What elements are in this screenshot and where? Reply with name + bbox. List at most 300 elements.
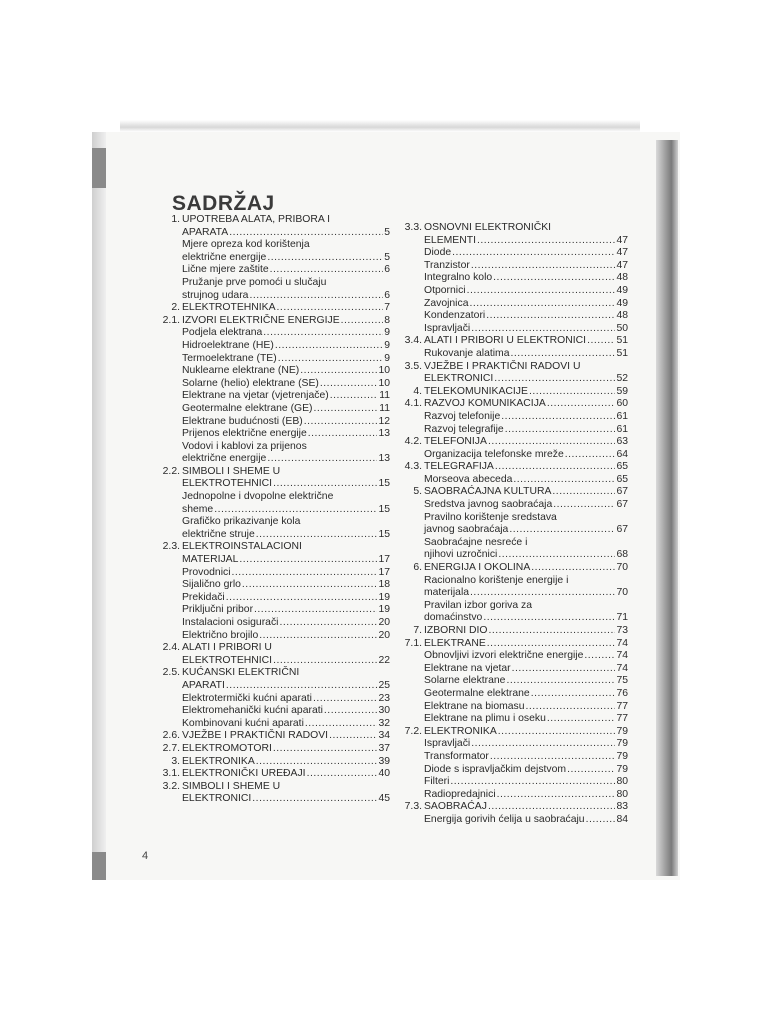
toc-entry-page: 80	[616, 788, 628, 800]
toc-entry-page: 65	[616, 461, 628, 473]
toc-leader-dots	[487, 638, 616, 651]
toc-entry-title: električne energije	[182, 251, 267, 263]
toc-entry-page: 74	[616, 662, 628, 674]
toc-entry-title: ELEKTRONIČKI UREĐAJI	[182, 768, 306, 780]
toc-entry	[392, 499, 628, 512]
toc-leader-dots	[510, 348, 615, 361]
toc-entry-title: Elektrane na vjetar (vjetrenjače)	[182, 390, 329, 402]
toc-entry-title: Elektrotermički kućni aparati	[182, 692, 312, 704]
toc-entry-title: Otpornici	[424, 284, 466, 296]
toc-entry-page: 47	[616, 259, 628, 271]
toc-entry	[392, 398, 628, 411]
toc-entry-title: njihovi uzročnici	[424, 549, 498, 561]
toc-entry-number	[392, 713, 424, 726]
toc-entry	[392, 587, 628, 600]
toc-entry-page: 6	[384, 289, 390, 301]
toc-leader-dots	[501, 411, 615, 424]
toc-entry-number	[392, 411, 424, 424]
toc-entry-number	[392, 260, 424, 273]
toc-entry-page: 19	[378, 604, 390, 616]
toc-entry-page: 40	[378, 768, 390, 780]
toc-leader-dots	[277, 302, 384, 315]
toc-leader-dots	[498, 726, 616, 739]
toc-entry	[392, 751, 628, 764]
toc-entry-number	[150, 340, 182, 353]
toc-entry-page: 17	[378, 554, 390, 566]
toc-leader-dots	[489, 625, 616, 638]
toc-leader-dots	[547, 713, 616, 726]
toc-entry-title: Vodovi i kablovi za prijenos	[182, 440, 307, 452]
toc-leader-dots	[488, 436, 616, 449]
toc-leader-dots	[488, 801, 616, 814]
toc-entry-number	[150, 416, 182, 429]
toc-entry-title: SIMBOLI I SHEME U	[182, 780, 281, 792]
toc-entry-title: Rukovanje alatima	[424, 347, 510, 359]
toc-entry-page: 15	[378, 478, 390, 490]
toc-entry-title: Podjela elektrana	[182, 327, 263, 339]
toc-entry-page: 73	[616, 625, 628, 636]
toc-entry-number: 3.4.	[404, 335, 422, 347]
toc-entry-title: Energija gorivih ćelija u saobraćaju	[424, 813, 585, 825]
toc-leader-dots	[278, 353, 384, 366]
toc-entry-page: 74	[616, 650, 628, 662]
toc-entry-number	[392, 600, 424, 613]
toc-entry-title: ELEKTRONICI	[424, 373, 494, 385]
toc-entry-page: 49	[616, 284, 628, 296]
toc-entry-number	[150, 491, 182, 504]
toc-entry-title: TELEFONIJA	[424, 436, 487, 448]
toc-leader-dots	[512, 663, 616, 676]
toc-entry-number	[392, 575, 424, 588]
toc-entry-title: RAZVOJ KOMUNIKACIJA	[424, 398, 546, 410]
toc-entry-title: Racionalno korištenje energije i	[424, 574, 569, 586]
toc-entry-page: 61	[616, 423, 628, 435]
toc-entry-page: 5	[384, 251, 390, 263]
toc-entry-title: sheme	[182, 503, 214, 515]
toc-leader-dots	[471, 260, 616, 273]
toc-entry-page: 48	[616, 272, 628, 284]
toc-entry-page: 13	[378, 428, 390, 440]
toc-entry-number	[392, 323, 424, 336]
toc-entry	[150, 239, 390, 252]
toc-leader-dots	[567, 764, 615, 777]
toc-entry-number: 2.	[171, 302, 180, 314]
toc-entry	[392, 461, 628, 474]
toc-leader-dots	[553, 499, 615, 512]
toc-entry	[150, 403, 390, 416]
toc-entry	[392, 549, 628, 562]
toc-entry-title: Geotermalne elektrane (GE)	[182, 402, 313, 414]
toc-entry	[150, 340, 390, 353]
toc-entry-number	[150, 554, 182, 567]
toc-entry-page: 5	[384, 226, 390, 238]
toc-entry-page: 45	[378, 793, 390, 805]
toc-entry	[150, 290, 390, 303]
toc-leader-dots	[469, 298, 615, 311]
toc-entry-page: 15	[378, 503, 390, 515]
toc-entry-number	[392, 776, 424, 789]
toc-entry-number: 3.	[171, 755, 180, 767]
toc-entry-number	[150, 529, 182, 542]
toc-leader-dots	[263, 327, 383, 340]
toc-entry-title: električne energije	[182, 453, 267, 465]
toc-leader-dots	[226, 680, 378, 693]
toc-entry-page: 61	[616, 410, 628, 422]
toc-entry-title: Organizacija telefonske mreže	[424, 448, 564, 460]
toc-entry-page: 10	[378, 377, 390, 389]
toc-entry-title: Kombinovani kućni aparati	[182, 717, 304, 729]
toc-entry-title: ELEKTROINSTALACIONI	[182, 541, 302, 553]
toc-entry	[150, 516, 390, 529]
toc-entry-title: Termoelektrane (TE)	[182, 352, 277, 364]
toc-entry-page: 79	[616, 763, 628, 775]
toc-right-column	[392, 222, 628, 827]
toc-entry	[392, 801, 628, 814]
toc-entry	[392, 789, 628, 802]
toc-entry-number	[150, 428, 182, 441]
toc-entry-title: Elektrane na plimu i oseku	[424, 713, 546, 725]
toc-leader-dots	[239, 554, 377, 567]
toc-entry-number	[392, 348, 424, 361]
toc-entry-page: 59	[616, 385, 628, 397]
toc-entry	[150, 705, 390, 718]
toc-entry-title: Hidroelektrane (HE)	[182, 339, 274, 351]
toc-entry-number: 4.3.	[404, 461, 422, 473]
toc-entry-title: Elektrane na biomasu	[424, 700, 525, 712]
toc-entry-page: 22	[378, 654, 390, 666]
toc-entry-number	[150, 693, 182, 706]
toc-entry-title: Diode s ispravljačkim dejstvom	[424, 763, 567, 775]
toc-entry-number: 3.2.	[162, 780, 180, 792]
toc-entry	[392, 323, 628, 336]
toc-leader-dots	[300, 365, 377, 378]
toc-entry-title: TELEKOMUNIKACIJE	[424, 385, 528, 397]
toc-leader-dots	[273, 478, 377, 491]
toc-entry-number	[392, 272, 424, 285]
toc-entry	[150, 579, 390, 592]
toc-entry-number: 1.	[171, 214, 180, 225]
toc-leader-dots	[450, 776, 615, 789]
toc-entry-number	[150, 277, 182, 290]
toc-entry-title: Morseova abeceda	[424, 473, 513, 485]
toc-entry-number	[150, 378, 182, 391]
toc-entry-title: Radiopredajnici	[424, 788, 496, 800]
toc-entry-title: materijala	[424, 587, 470, 599]
toc-entry	[150, 466, 390, 479]
toc-entry-title: Prekidači	[182, 591, 225, 603]
toc-entry-number	[392, 663, 424, 676]
toc-entry-page: 47	[616, 234, 628, 246]
toc-leader-dots	[509, 524, 615, 537]
toc-entry-title: javnog saobraćaja	[424, 524, 509, 536]
toc-leader-dots	[467, 285, 616, 298]
toc-entry-page: 20	[378, 629, 390, 641]
toc-entry-number: 7.1.	[404, 637, 422, 649]
toc-entry	[150, 592, 390, 605]
toc-leader-dots	[320, 378, 378, 391]
toc-entry-number	[150, 630, 182, 643]
toc-entry-title: Integralno kolo	[424, 272, 493, 284]
toc-entry-number	[392, 675, 424, 688]
toc-entry	[150, 327, 390, 340]
toc-leader-dots	[313, 693, 378, 706]
toc-entry-title: KUĆANSKI ELEKTRIČNI	[182, 667, 300, 679]
toc-leader-dots	[308, 428, 378, 441]
toc-entry	[150, 730, 390, 743]
toc-entry-number: 2.4.	[162, 642, 180, 654]
toc-entry-number: 5.	[413, 486, 422, 498]
toc-entry-number: 4.	[413, 385, 422, 397]
toc-entry	[392, 285, 628, 298]
toc-entry-title: Geotermalne elektrane	[424, 687, 530, 699]
toc-entry	[392, 562, 628, 575]
toc-entry-page: 9	[384, 327, 390, 339]
toc-entry-page: 15	[378, 528, 390, 540]
toc-entry	[392, 361, 628, 374]
toc-entry-number	[150, 290, 182, 303]
toc-entry-number	[150, 252, 182, 265]
toc-entry-title: ENERGIJA I OKOLINA	[424, 562, 531, 574]
toc-entry-page: 9	[384, 352, 390, 364]
toc-entry-page: 70	[616, 587, 628, 599]
toc-entry-page: 83	[616, 801, 628, 813]
toc-entry-number	[392, 537, 424, 550]
toc-entry-number	[392, 373, 424, 386]
toc-entry	[392, 512, 628, 525]
toc-entry-number: 2.3.	[162, 541, 180, 553]
toc-leader-dots	[471, 323, 615, 336]
toc-entry-page: 63	[616, 436, 628, 448]
toc-leader-dots	[252, 793, 377, 806]
toc-entry	[150, 453, 390, 466]
toc-entry	[150, 529, 390, 542]
toc-entry-title: ELEKTRANE	[424, 637, 486, 649]
toc-entry-number	[150, 516, 182, 529]
toc-entry-page: 11	[379, 402, 390, 414]
toc-entry-title: Sredstva javnog saobraćaja	[424, 499, 553, 511]
toc-entry	[392, 675, 628, 688]
toc-leader-dots	[483, 612, 615, 625]
toc-entry-page: 8	[384, 314, 390, 326]
scan-right-edge	[656, 140, 678, 876]
toc-entry-title: ELEKTRONICI	[182, 793, 252, 805]
toc-entry-page: 77	[616, 713, 628, 725]
toc-leader-dots	[330, 390, 379, 403]
toc-entry	[392, 348, 628, 361]
toc-entry	[150, 353, 390, 366]
toc-entry	[150, 214, 390, 227]
toc-entry-title: Elektrane budućnosti (EB)	[182, 415, 303, 427]
toc-leader-dots	[229, 227, 383, 240]
toc-entry-title: domaćinstvo	[424, 612, 483, 624]
toc-entry-number: 6.	[413, 562, 422, 574]
toc-entry-page: 67	[616, 524, 628, 536]
toc-leader-dots	[493, 272, 615, 285]
toc-entry	[392, 738, 628, 751]
toc-entry-page: 18	[378, 579, 390, 591]
toc-entry	[150, 491, 390, 504]
toc-entry-number: 7.	[413, 625, 422, 636]
toc-entry-page: 51	[616, 335, 628, 347]
toc-entry	[150, 390, 390, 403]
toc-entry	[392, 663, 628, 676]
toc-entry-number	[150, 592, 182, 605]
toc-entry-number	[392, 512, 424, 525]
toc-entry	[150, 428, 390, 441]
toc-entry-number	[392, 449, 424, 462]
toc-entry-page: 48	[616, 310, 628, 322]
toc-leader-dots	[552, 486, 615, 499]
toc-entry-page: 10	[378, 365, 390, 377]
toc-entry-page: 64	[616, 448, 628, 460]
toc-entry	[150, 302, 390, 315]
toc-entry	[150, 655, 390, 668]
toc-entry-page: 50	[616, 322, 628, 334]
toc-entry-number	[150, 504, 182, 517]
toc-entry	[392, 625, 628, 638]
toc-entry	[392, 537, 628, 550]
page-number: 4	[142, 850, 149, 862]
toc-leader-dots	[249, 290, 383, 303]
toc-leader-dots	[214, 504, 377, 517]
toc-entry-title: ELEKTRONIKA	[182, 755, 255, 767]
toc-leader-dots	[547, 398, 616, 411]
toc-entry-number	[150, 579, 182, 592]
toc-entry-page: 70	[616, 562, 628, 574]
toc-entry-number	[392, 751, 424, 764]
toc-leader-dots	[490, 751, 616, 764]
toc-entry-page: 79	[616, 738, 628, 750]
toc-entry-page: 37	[378, 742, 390, 754]
toc-entry-page: 77	[616, 700, 628, 712]
toc-leader-dots	[273, 743, 378, 756]
toc-entry-title: APARATI	[182, 679, 225, 691]
toc-entry-title: ELEMENTI	[424, 234, 476, 246]
toc-entry	[150, 554, 390, 567]
toc-entry-page: 76	[616, 687, 628, 699]
toc-entry	[392, 222, 628, 235]
toc-entry	[392, 814, 628, 827]
toc-entry-title: Obnovljivi izvori električne energije	[424, 650, 584, 662]
toc-entry	[392, 524, 628, 537]
toc-entry	[392, 726, 628, 739]
toc-leader-dots	[305, 718, 378, 731]
toc-entry-number	[392, 701, 424, 714]
toc-entry-title: SIMBOLI I SHEME U	[182, 465, 281, 477]
toc-entry	[150, 441, 390, 454]
toc-entry	[150, 264, 390, 277]
toc-entry	[392, 272, 628, 285]
toc-entry-title: SAOBRAĆAJ	[424, 801, 487, 813]
toc-leader-dots	[254, 604, 377, 617]
toc-entry-title: Solarne elektrane	[424, 675, 506, 687]
toc-entry-title: Ispravljači	[424, 322, 471, 334]
toc-entry-number	[150, 617, 182, 630]
toc-entry-number	[150, 655, 182, 668]
toc-entry-title: Lične mjere zaštite	[182, 264, 269, 276]
toc-entry-title: Instalacioni osigurači	[182, 617, 279, 628]
toc-entry-title: strujnog udara	[182, 289, 249, 301]
toc-entry-number	[392, 298, 424, 311]
toc-entry-title: Provodnici	[182, 566, 231, 578]
toc-leader-dots	[259, 630, 377, 643]
toc-entry-number: 2.6.	[162, 730, 180, 742]
toc-entry-title: UPOTREBA ALATA, PRIBORA I	[182, 214, 331, 225]
toc-entry-page: 71	[616, 612, 628, 624]
toc-entry-title: MATERIJAL	[182, 554, 239, 566]
toc-entry-number	[150, 403, 182, 416]
toc-entry-title: ELEKTROTEHNICI	[182, 654, 273, 666]
toc-entry-title: Grafičko prikazivanje kola	[182, 516, 301, 528]
toc-entry	[392, 260, 628, 273]
toc-entry-number	[150, 567, 182, 580]
toc-leader-dots	[531, 562, 615, 575]
toc-entry	[150, 252, 390, 265]
toc-leader-dots	[307, 768, 378, 781]
toc-entry-title: Filteri	[424, 776, 450, 788]
toc-entry-title: Priključni pribor	[182, 604, 254, 616]
toc-entry-title: APARATA	[182, 226, 229, 238]
scan-top-shadow	[120, 120, 640, 132]
toc-entry-title: ELEKTRONIKA	[424, 725, 497, 737]
toc-entry	[392, 713, 628, 726]
toc-entry	[392, 776, 628, 789]
toc-entry	[392, 335, 628, 348]
toc-entry-page: 65	[616, 473, 628, 485]
toc-entry-title: ALATI I PRIBORI U	[182, 642, 272, 654]
toc-entry-number	[150, 793, 182, 806]
page-title: SADRŽAJ	[172, 192, 275, 215]
toc-entry-number	[392, 524, 424, 537]
toc-entry-page: 49	[616, 297, 628, 309]
toc-entry-number: 3.1.	[162, 768, 180, 780]
toc-entry-number	[150, 227, 182, 240]
toc-entry-title: Diode	[424, 247, 452, 259]
toc-entry-number	[392, 235, 424, 248]
toc-entry-title: Mjere opreza kod korištenja	[182, 239, 310, 251]
toc-entry-title: Električno brojilo	[182, 629, 259, 641]
toc-entry-page: 67	[616, 486, 628, 498]
toc-entry	[392, 424, 628, 437]
toc-entry	[150, 315, 390, 328]
toc-entry-title: Transformator	[424, 750, 489, 762]
toc-entry	[392, 764, 628, 777]
toc-entry-number: 4.2.	[404, 436, 422, 448]
toc-entry-page: 32	[378, 717, 390, 729]
toc-entry	[150, 743, 390, 756]
toc-entry	[150, 567, 390, 580]
toc-entry	[392, 373, 628, 386]
toc-entry-number: 3.3.	[404, 222, 422, 233]
toc-entry	[150, 478, 390, 491]
toc-entry-page: 25	[378, 679, 390, 691]
scan-left-edge	[92, 132, 106, 880]
toc-entry-number	[150, 365, 182, 378]
toc-entry-page: 9	[384, 339, 390, 351]
toc-entry-number	[392, 474, 424, 487]
toc-entry-page: 47	[616, 247, 628, 259]
toc-entry-page: 30	[378, 705, 390, 717]
toc-entry	[392, 701, 628, 714]
toc-entry	[392, 600, 628, 613]
toc-entry-page: 79	[616, 725, 628, 737]
toc-entry	[392, 650, 628, 663]
toc-entry-page: 68	[616, 549, 628, 561]
toc-entry-number	[392, 247, 424, 260]
toc-leader-dots	[324, 705, 378, 718]
toc-entry	[392, 486, 628, 499]
toc-entry	[392, 411, 628, 424]
